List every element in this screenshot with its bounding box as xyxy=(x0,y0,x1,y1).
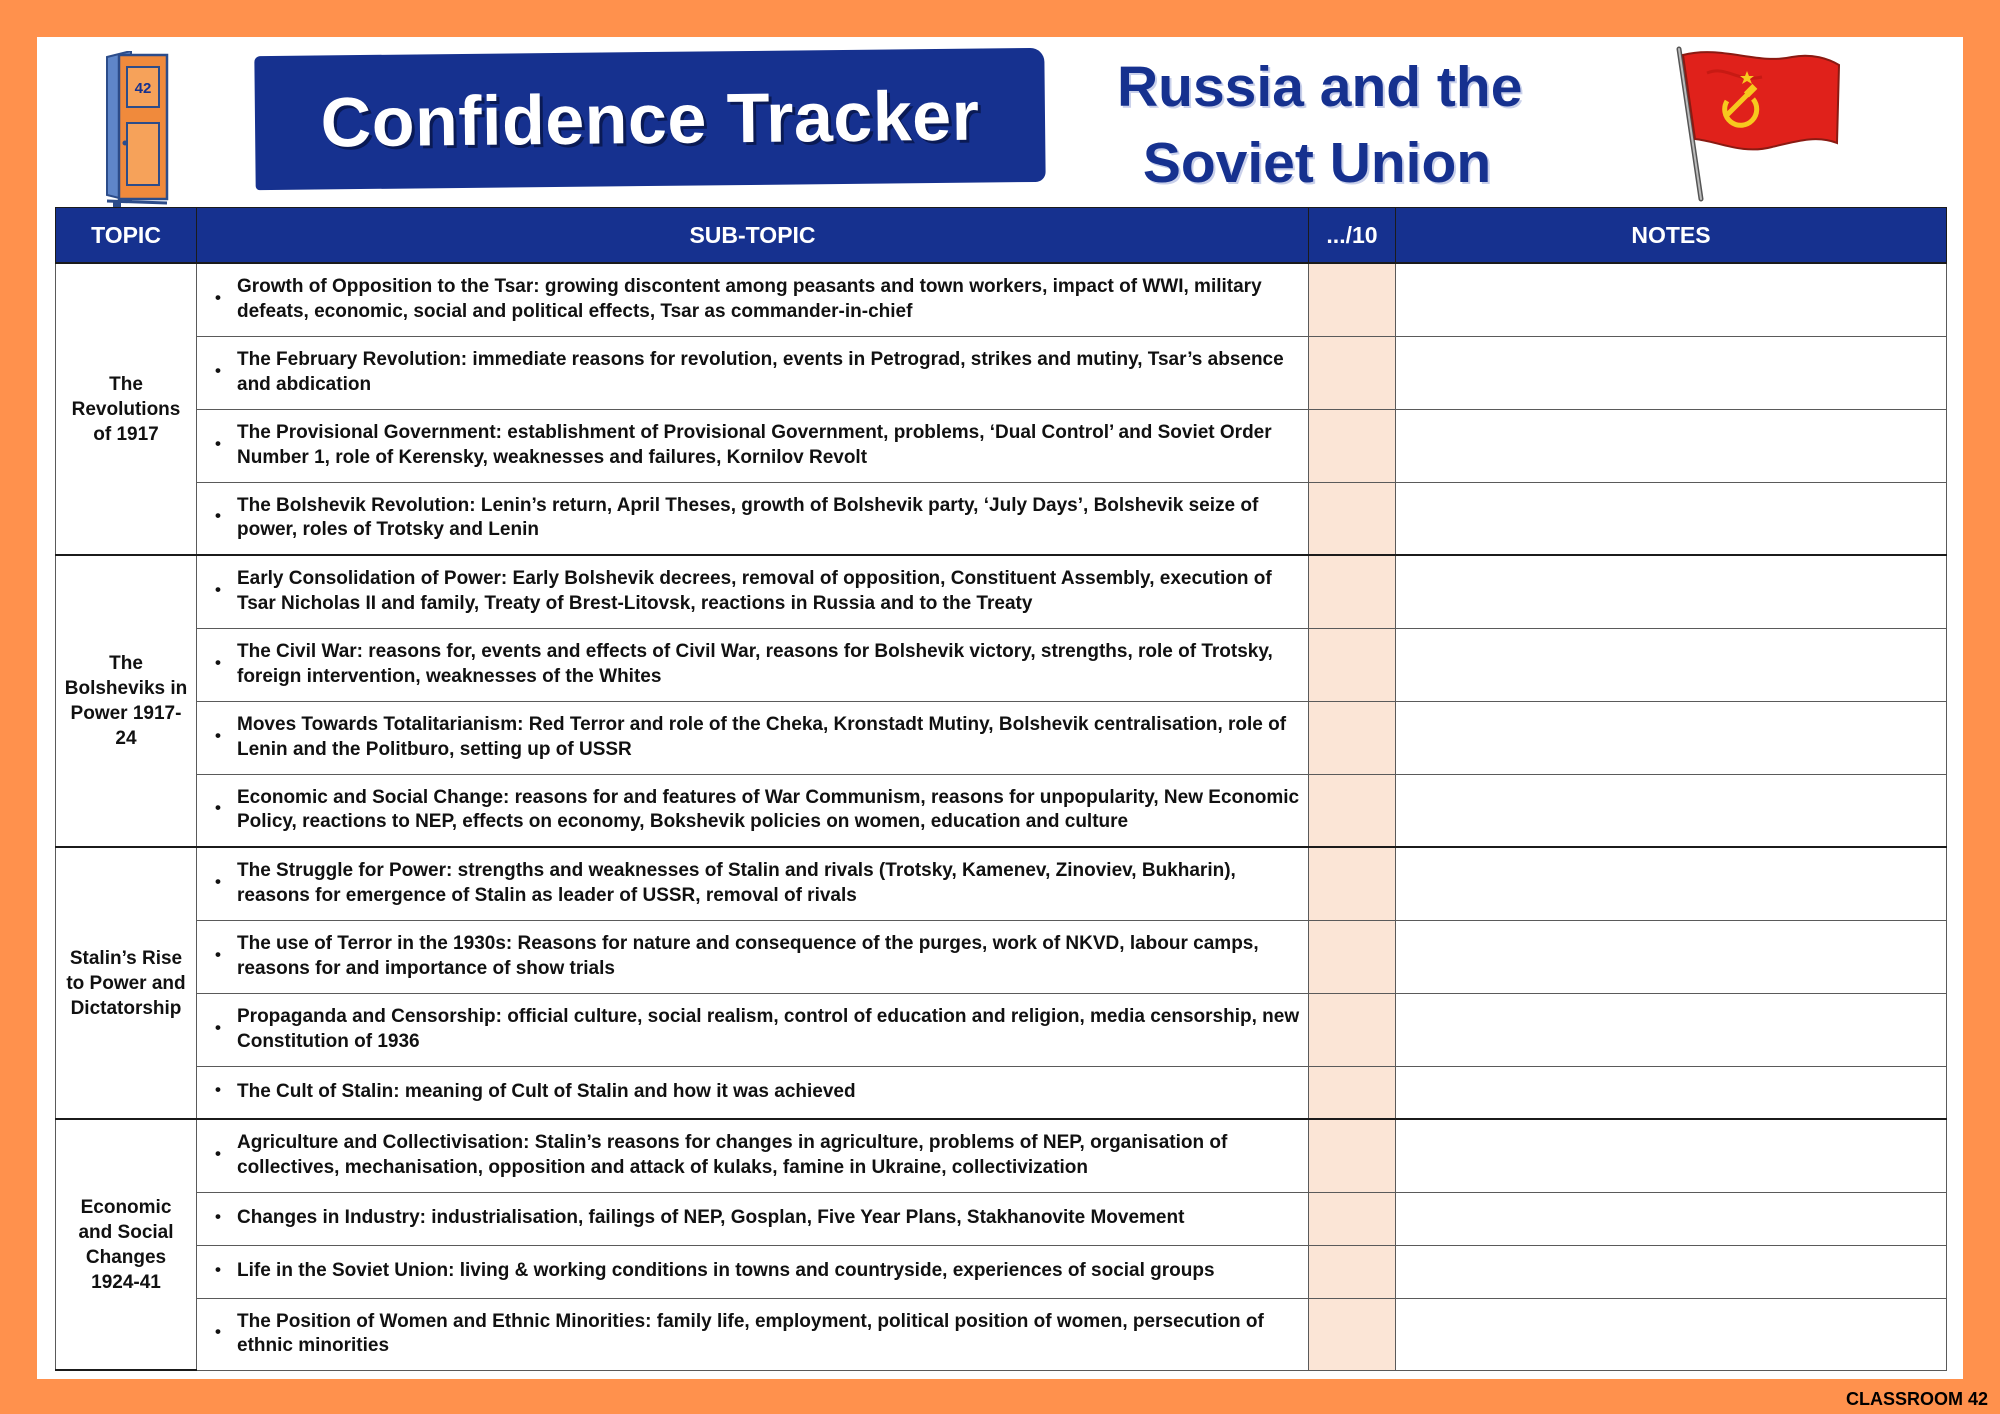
subtopic-cell: • Agriculture and Collectivisation: Stalin’s reasons for changes in agriculture, problems of NEP, organisation of collectives, mechanisation, opposition and attack of kulaks, famine in Ukraine, collectivization xyxy=(197,1119,1309,1192)
table-row xyxy=(56,555,1947,628)
table-row xyxy=(56,336,1947,409)
notes-cell[interactable] xyxy=(1396,1298,1947,1370)
score-cell[interactable] xyxy=(1309,1066,1396,1119)
score-header: .../10 xyxy=(1309,208,1396,264)
table-row xyxy=(56,993,1947,1066)
confidence-table xyxy=(55,207,1947,1371)
notes-cell[interactable] xyxy=(1396,1066,1947,1119)
subtopic-cell: • The use of Terror in the 1930s: Reasons for nature and consequence of the purges, work of NKVD, labour camps, reasons for and importance of show trials xyxy=(197,920,1309,993)
subtopic-cell: • The Position of Women and Ethnic Minorities: family life, employment, political position of women, persecution of ethnic minorities xyxy=(197,1298,1309,1370)
subtopic-cell: • Changes in Industry: industrialisation, failings of NEP, Gosplan, Five Year Plans, Stakhanovite Movement xyxy=(197,1192,1309,1245)
subtopic-cell: • Early Consolidation of Power: Early Bolshevik decrees, removal of opposition, Constituent Assembly, execution of Tsar Nicholas II and family, Treaty of Brest-Litovsk, reactions in Russia and to the Treaty xyxy=(197,555,1309,628)
page-title: Confidence Tracker xyxy=(320,76,980,162)
score-cell[interactable] xyxy=(1309,482,1396,555)
topic-cell: Stalin’s Rise to Power and Dictatorship xyxy=(56,847,197,1119)
notes-cell[interactable] xyxy=(1396,482,1947,555)
table-row xyxy=(56,920,1947,993)
table-row xyxy=(56,628,1947,701)
score-cell[interactable] xyxy=(1309,701,1396,774)
table-row xyxy=(56,701,1947,774)
table-row xyxy=(56,774,1947,847)
topic-header: TOPIC xyxy=(56,208,197,264)
score-cell[interactable] xyxy=(1309,263,1396,336)
notes-cell[interactable] xyxy=(1396,1192,1947,1245)
subtopic-cell: • Growth of Opposition to the Tsar: growing discontent among peasants and town workers, impact of WWI, military defeats, economic, social and political effects, Tsar as commander-in-chief xyxy=(197,263,1309,336)
notes-cell[interactable] xyxy=(1396,993,1947,1066)
notes-cell[interactable] xyxy=(1396,263,1947,336)
score-cell[interactable] xyxy=(1309,920,1396,993)
notes-cell[interactable] xyxy=(1396,774,1947,847)
soviet-flag-icon xyxy=(1667,43,1847,203)
table-row xyxy=(56,409,1947,482)
score-cell[interactable] xyxy=(1309,409,1396,482)
topic-cell: Economic and Social Changes 1924-41 xyxy=(56,1119,197,1370)
brand-footer: CLASSROOM 42 xyxy=(1845,1389,1988,1409)
score-cell[interactable] xyxy=(1309,1119,1396,1192)
notes-cell[interactable] xyxy=(1396,1245,1947,1298)
notes-cell[interactable] xyxy=(1396,336,1947,409)
subject-title-line-1: Russia and the xyxy=(1117,55,1523,119)
notes-cell[interactable] xyxy=(1396,847,1947,920)
subtopic-cell: • Economic and Social Change: reasons for and features of War Communism, reasons for unpopularity, New Economic Policy, reactions to NEP, effects on economy, Bokshevik policies on women, education and culture xyxy=(197,774,1309,847)
subtopic-cell: • The Cult of Stalin: meaning of Cult of Stalin and how it was achieved xyxy=(197,1066,1309,1119)
subtopic-cell: • Propaganda and Censorship: official culture, social realism, control of education and religion, media censorship, new Constitution of 1936 xyxy=(197,993,1309,1066)
topic-cell: The Bolsheviks in Power 1917-24 xyxy=(56,555,197,847)
table-row xyxy=(56,847,1947,920)
door-icon xyxy=(101,51,171,209)
table-row xyxy=(56,1298,1947,1370)
score-cell[interactable] xyxy=(1309,628,1396,701)
header-row xyxy=(56,208,1947,264)
notes-cell[interactable] xyxy=(1396,1119,1947,1192)
topic-cell: The Revolutions of 1917 xyxy=(56,263,197,555)
subtopic-cell: • Moves Towards Totalitarianism: Red Terror and role of the Cheka, Kronstadt Mutiny, Bolshevik centralisation, role of Lenin and the Politburo, setting up of USSR xyxy=(197,701,1309,774)
table-row xyxy=(56,1245,1947,1298)
score-cell[interactable] xyxy=(1309,1245,1396,1298)
subtopic-cell: • The Civil War: reasons for, events and effects of Civil War, reasons for Bolshevik victory, strengths, role of Trotsky, foreign intervention, weaknesses of the Whites xyxy=(197,628,1309,701)
score-cell[interactable] xyxy=(1309,1192,1396,1245)
subject-title xyxy=(1117,49,1523,199)
table-row xyxy=(56,1192,1947,1245)
notes-cell[interactable] xyxy=(1396,409,1947,482)
score-cell[interactable] xyxy=(1309,336,1396,409)
notes-cell[interactable] xyxy=(1396,701,1947,774)
subtopic-cell: • The Struggle for Power: strengths and weaknesses of Stalin and rivals (Trotsky, Kamenev, Zinoviev, Bukharin), reasons for emergence of Stalin as leader of USSR, removal of rivals xyxy=(197,847,1309,920)
notes-cell[interactable] xyxy=(1396,555,1947,628)
subtopic-cell: • The Bolshevik Revolution: Lenin’s return, April Theses, growth of Bolshevik party, ‘July Days’, Bolshevik seize of power, roles of Trotsky and Lenin xyxy=(197,482,1309,555)
score-cell[interactable] xyxy=(1309,847,1396,920)
subtopic-header: SUB-TOPIC xyxy=(197,208,1309,264)
notes-cell[interactable] xyxy=(1396,628,1947,701)
score-cell[interactable] xyxy=(1309,555,1396,628)
score-cell[interactable] xyxy=(1309,1298,1396,1370)
subject-title-line-2: Soviet Union xyxy=(1142,131,1492,195)
score-cell[interactable] xyxy=(1309,774,1396,847)
subtopic-cell: • Life in the Soviet Union: living & working conditions in towns and countryside, experiences of social groups xyxy=(197,1245,1309,1298)
notes-header: NOTES xyxy=(1396,208,1947,264)
table-row xyxy=(56,482,1947,555)
table-row xyxy=(56,1066,1947,1119)
subtopic-cell: • The February Revolution: immediate reasons for revolution, events in Petrograd, strikes and mutiny, Tsar’s absence and abdication xyxy=(197,336,1309,409)
table-row xyxy=(56,263,1947,336)
door-number: 42 xyxy=(134,80,152,97)
worksheet-page xyxy=(37,37,1963,1379)
notes-cell[interactable] xyxy=(1396,920,1947,993)
score-cell[interactable] xyxy=(1309,993,1396,1066)
table-row xyxy=(56,1119,1947,1192)
title-banner xyxy=(254,48,1045,190)
subtopic-cell: • The Provisional Government: establishment of Provisional Government, problems, ‘Dual Control’ and Soviet Order Number 1, role of Kerensky, weaknesses and failures, Kornilov Revolt xyxy=(197,409,1309,482)
